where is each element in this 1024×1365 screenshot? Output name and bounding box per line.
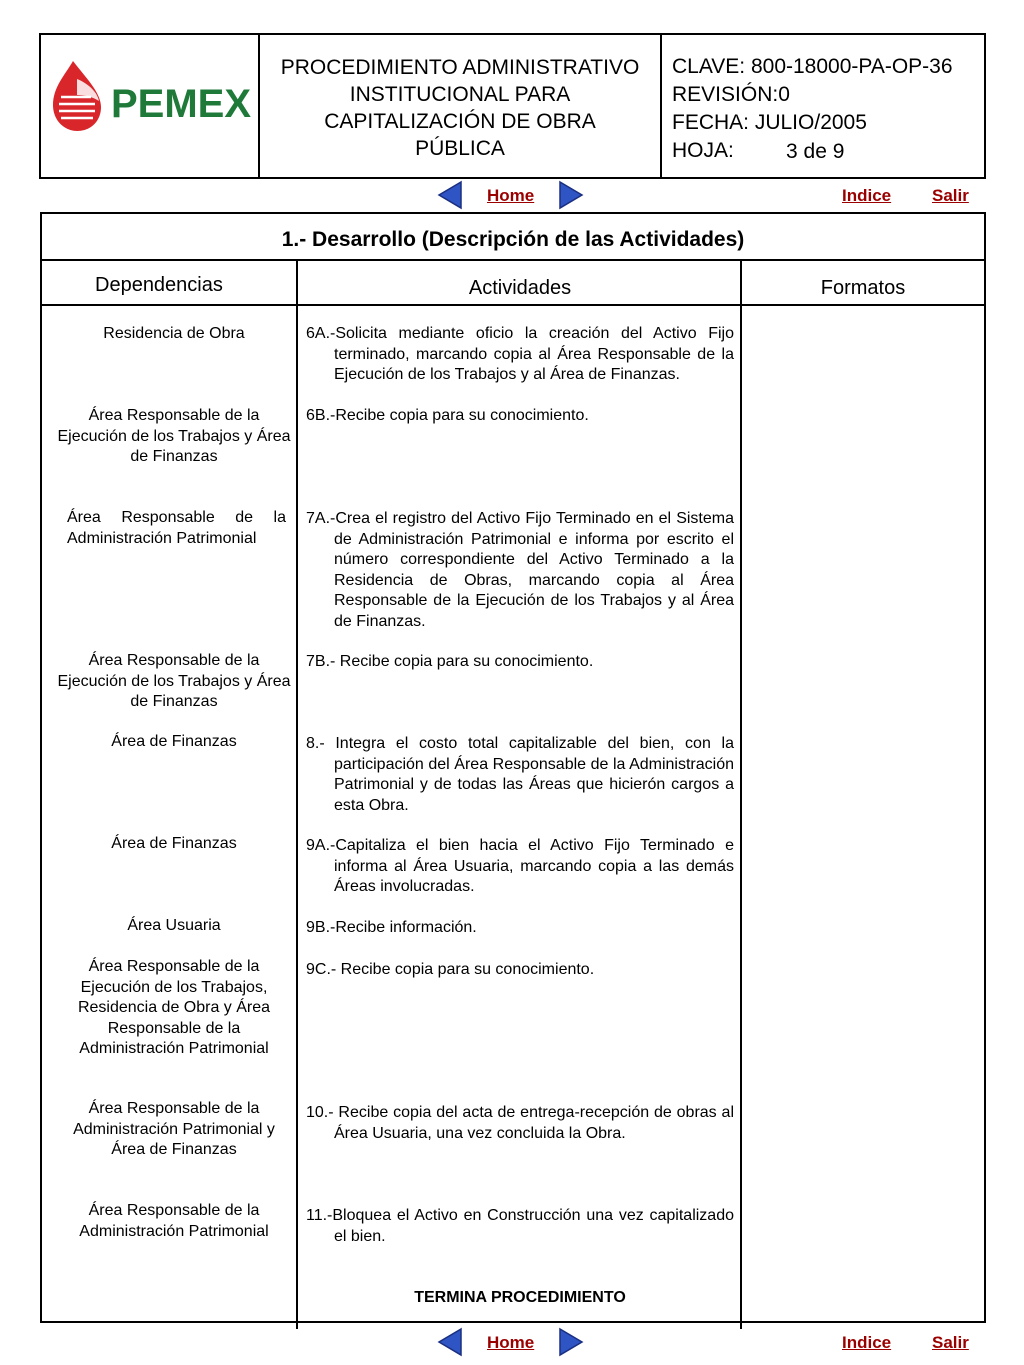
hoja-label: HOJA: bbox=[672, 139, 734, 162]
dependencia-cell: Área Responsable de la Administración Patrimonial y Área de Finanzas bbox=[73, 1100, 275, 1158]
previous-arrow-icon[interactable] bbox=[437, 1327, 463, 1357]
actividad-cell: 7A.-Crea el registro del Activo Fijo Terminado en el Sistema de Administración Patrimonial e informa por escrito el número correspondiente del Activo Terminado a la Residencia de Obras, marcando copia al Área Responsable de la Ejecución de los Trabajos y al Área de Finanzas. bbox=[306, 510, 734, 630]
title-line-2: INSTITUCIONAL PARA bbox=[349, 83, 571, 106]
dependencia-cell: Área Responsable de la Ejecución de los Trabajos, Residencia de Obra y Área Responsable de la Administración Patrimonial bbox=[77, 958, 271, 1057]
fecha-text: FECHA: JULIO/2005 bbox=[672, 111, 867, 134]
salir-link[interactable]: Salir bbox=[932, 1333, 969, 1352]
dependencia-cell: Residencia de Obra bbox=[103, 325, 245, 342]
top-navigation bbox=[0, 178, 1024, 212]
next-arrow-icon[interactable] bbox=[558, 180, 584, 210]
actividad-cell: 9B.-Recibe información. bbox=[306, 919, 477, 936]
actividad-cell: 6B.-Recibe copia para su conocimiento. bbox=[306, 407, 589, 424]
logo-cell bbox=[41, 35, 260, 177]
actividad-cell: 8.- Integra el costo total capitalizable del bien, con la participación del Área Responsable de la Administración Patrimonial y de todas las Áreas que hicierón cargos a esta Obra. bbox=[306, 735, 734, 814]
indice-link[interactable]: Indice bbox=[842, 1333, 892, 1352]
title-line-4: PÚBLICA bbox=[415, 137, 505, 160]
dependencia-cell: Área de Finanzas bbox=[111, 733, 237, 750]
document-title bbox=[260, 35, 662, 177]
actividad-cell: 6A.-Solicita mediante oficio la creación del Activo Fijo terminado, marcando copia al Área Responsable de la Ejecución de los Trabajos y al Área de Finanzas. bbox=[306, 325, 734, 383]
document-info bbox=[662, 35, 986, 177]
logo-wordmark: PEMEX bbox=[111, 82, 251, 126]
hoja-value: 3 de 9 bbox=[786, 140, 845, 163]
home-link[interactable]: Home bbox=[487, 186, 535, 205]
dependencia-cell: Área Responsable de la Ejecución de los Trabajos y Área de Finanzas bbox=[57, 652, 291, 710]
procedure-end-label: TERMINA PROCEDIMIENTO bbox=[414, 1289, 626, 1306]
column-divider bbox=[740, 261, 742, 1329]
dependencia-cell: Área Usuaria bbox=[127, 917, 221, 934]
title-line-3: CAPITALIZACIÓN DE OBRA bbox=[324, 110, 596, 133]
activities-table bbox=[40, 212, 986, 1323]
dependencia-cell: Área de Finanzas bbox=[111, 835, 237, 852]
column-header-formatos: Formatos bbox=[742, 261, 984, 306]
table-title: 1.- Desarrollo (Descripción de las Actividades) bbox=[42, 214, 984, 261]
bottom-navigation bbox=[0, 1325, 1024, 1359]
indice-link[interactable]: Indice bbox=[842, 186, 892, 205]
actividad-cell: 9C.- Recibe copia para su conocimiento. bbox=[306, 961, 595, 978]
next-arrow-icon[interactable] bbox=[558, 1327, 584, 1357]
home-link[interactable]: Home bbox=[487, 1333, 535, 1352]
pemex-logo bbox=[51, 57, 251, 137]
column-divider bbox=[296, 261, 298, 1329]
dependencia-cell: Área Responsable de la Administración Patrimonial bbox=[79, 1202, 269, 1240]
title-line-1: PROCEDIMIENTO ADMINISTRATIVO bbox=[280, 56, 640, 79]
actividad-cell: 10.- Recibe copia del acta de entrega-recepción de obras al Área Usuaria, una vez concluida la Obra. bbox=[306, 1104, 734, 1142]
actividad-cell: 11.-Bloquea el Activo en Construcción una vez capitalizado el bien. bbox=[306, 1207, 734, 1245]
previous-arrow-icon[interactable] bbox=[437, 180, 463, 210]
document-header bbox=[39, 33, 986, 179]
dependencia-cell: Área Responsable de la Administración Patrimonial bbox=[67, 509, 286, 547]
revision-text: REVISIÓN:0 bbox=[672, 83, 790, 106]
actividad-cell: 9A.-Capitaliza el bien hacia el Activo Fijo Terminado e informa al Área Usuaria, marcando copia a las demás Áreas involucradas. bbox=[306, 837, 734, 895]
salir-link[interactable]: Salir bbox=[932, 186, 969, 205]
dependencia-cell: Área Responsable de la Ejecución de los Trabajos y Área de Finanzas bbox=[57, 407, 291, 465]
clave-text: CLAVE: 800-18000-PA-OP-36 bbox=[672, 55, 953, 78]
actividad-cell: 7B.- Recibe copia para su conocimiento. bbox=[306, 653, 594, 670]
column-header-dependencias: Dependencias bbox=[42, 261, 298, 306]
column-header-actividades: Actividades bbox=[298, 261, 742, 306]
